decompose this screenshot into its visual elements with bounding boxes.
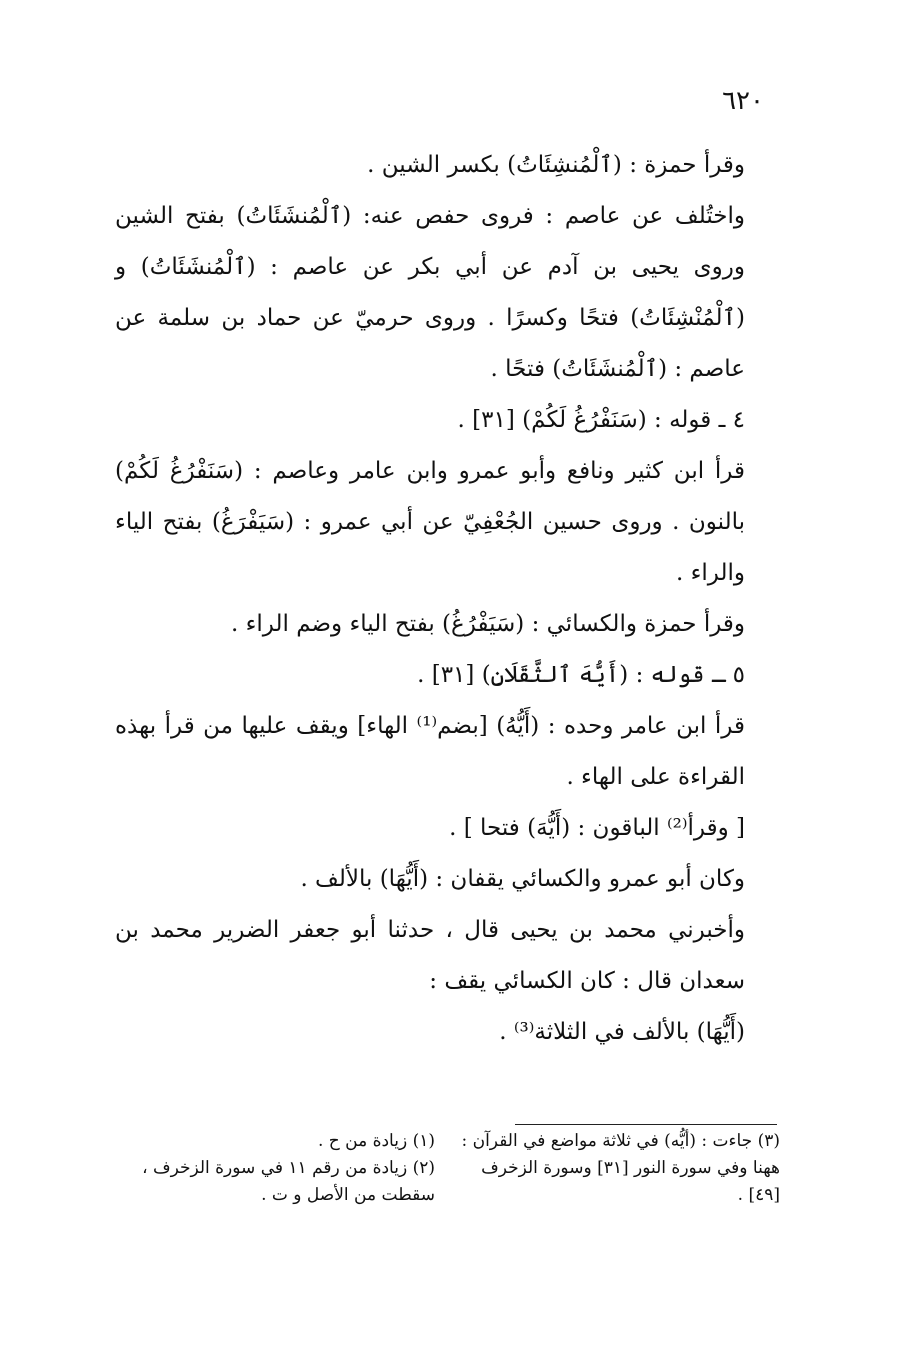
paragraph-hamza-reading: وقرأ حمزة : (ٱلْمُنشِئَاتُ) بكسر الشين . [367,152,745,178]
footnotes [110,1128,780,1209]
paragraph-verse-heading-4: ٤ ـ قوله : (سَنَفْرُغُ لَكُمْ) [٣١] . [457,407,745,433]
paragraph-abu-amr-kisai-pause: وكان أبو عمرو والكسائي يقفان : (أَيُّهَا) بالألف . [300,866,745,892]
paragraph-isnad: وأخبرني محمد بن يحيى قال ، حدثنا أبو جعفر الضرير محمد بن سعدان قال : كان الكسائي يقف : [115,917,745,994]
footnote-3: (٣) جاءت : (أيُّه) في ثلاثة مواضع في القرآن : ههنا وفي سورة النور [٣١] وسورة الزخرف [٤٩] . [461,1131,780,1205]
paragraph-verse-heading-5: ٥ ـ قوله : (أَيُّهَ ٱلثَّقَلَانِ) [٣١] . [417,662,745,688]
footnote-column-left [455,1128,780,1209]
body-text [115,140,775,1058]
paragraph-remaining-readers: [ وقرأ⁽²⁾ الباقون : (أَيُّهَ) فتحا ] . [449,815,745,841]
footnote-2: (٢) زيادة من رقم ١١ في سورة الزخرف ، سقطت من الأصل و ت . [142,1158,435,1205]
paragraph-ibn-kathir-reading: قرأ ابن كثير ونافع وأبو عمرو وابن عامر وعاصم : (سَنَفْرُغُ لَكُمْ) بالنون . وروى حسين الجُعْفِيّ عن أبي عمرو : (سَيَفْرَغُ) بفتح الياء والراء . [115,458,745,586]
footnote-divider [515,1124,777,1125]
paragraph-ibn-amir-reading: قرأ ابن عامر وحده : (أَيُّهُ) [بضم⁽¹⁾ الهاء] ويقف عليها من قرأ بهذه القراءة على الهاء . [115,713,745,790]
paragraph-hamza-kisai-reading: وقرأ حمزة والكسائي : (سَيَفْرُغُ) بفتح الياء وضم الراء . [230,611,745,637]
footnote-column-right [110,1128,435,1209]
footnote-1: (١) زيادة من ح . [317,1131,435,1151]
page-number: ٦٢٠ [722,86,764,116]
paragraph-asim-disagreement: واختُلف عن عاصم : فروى حفص عنه: (ٱلْمُنشَئَاتُ) بفتح الشين وروى يحيى بن آدم عن أبي بكر عن عاصم : (ٱلْمُنشَئَاتُ) و (ٱلْمُنْشِئَاتُ) فتحًا وكسرًا . وروى حرميّ عن حماد بن سلمة عن عاصم : (ٱلْمُنشَئَاتُ) فتحًا . [115,203,745,382]
paragraph-three-places: (أَيُّهَا) بالألف في الثلاثة⁽³⁾ . [499,1019,745,1045]
